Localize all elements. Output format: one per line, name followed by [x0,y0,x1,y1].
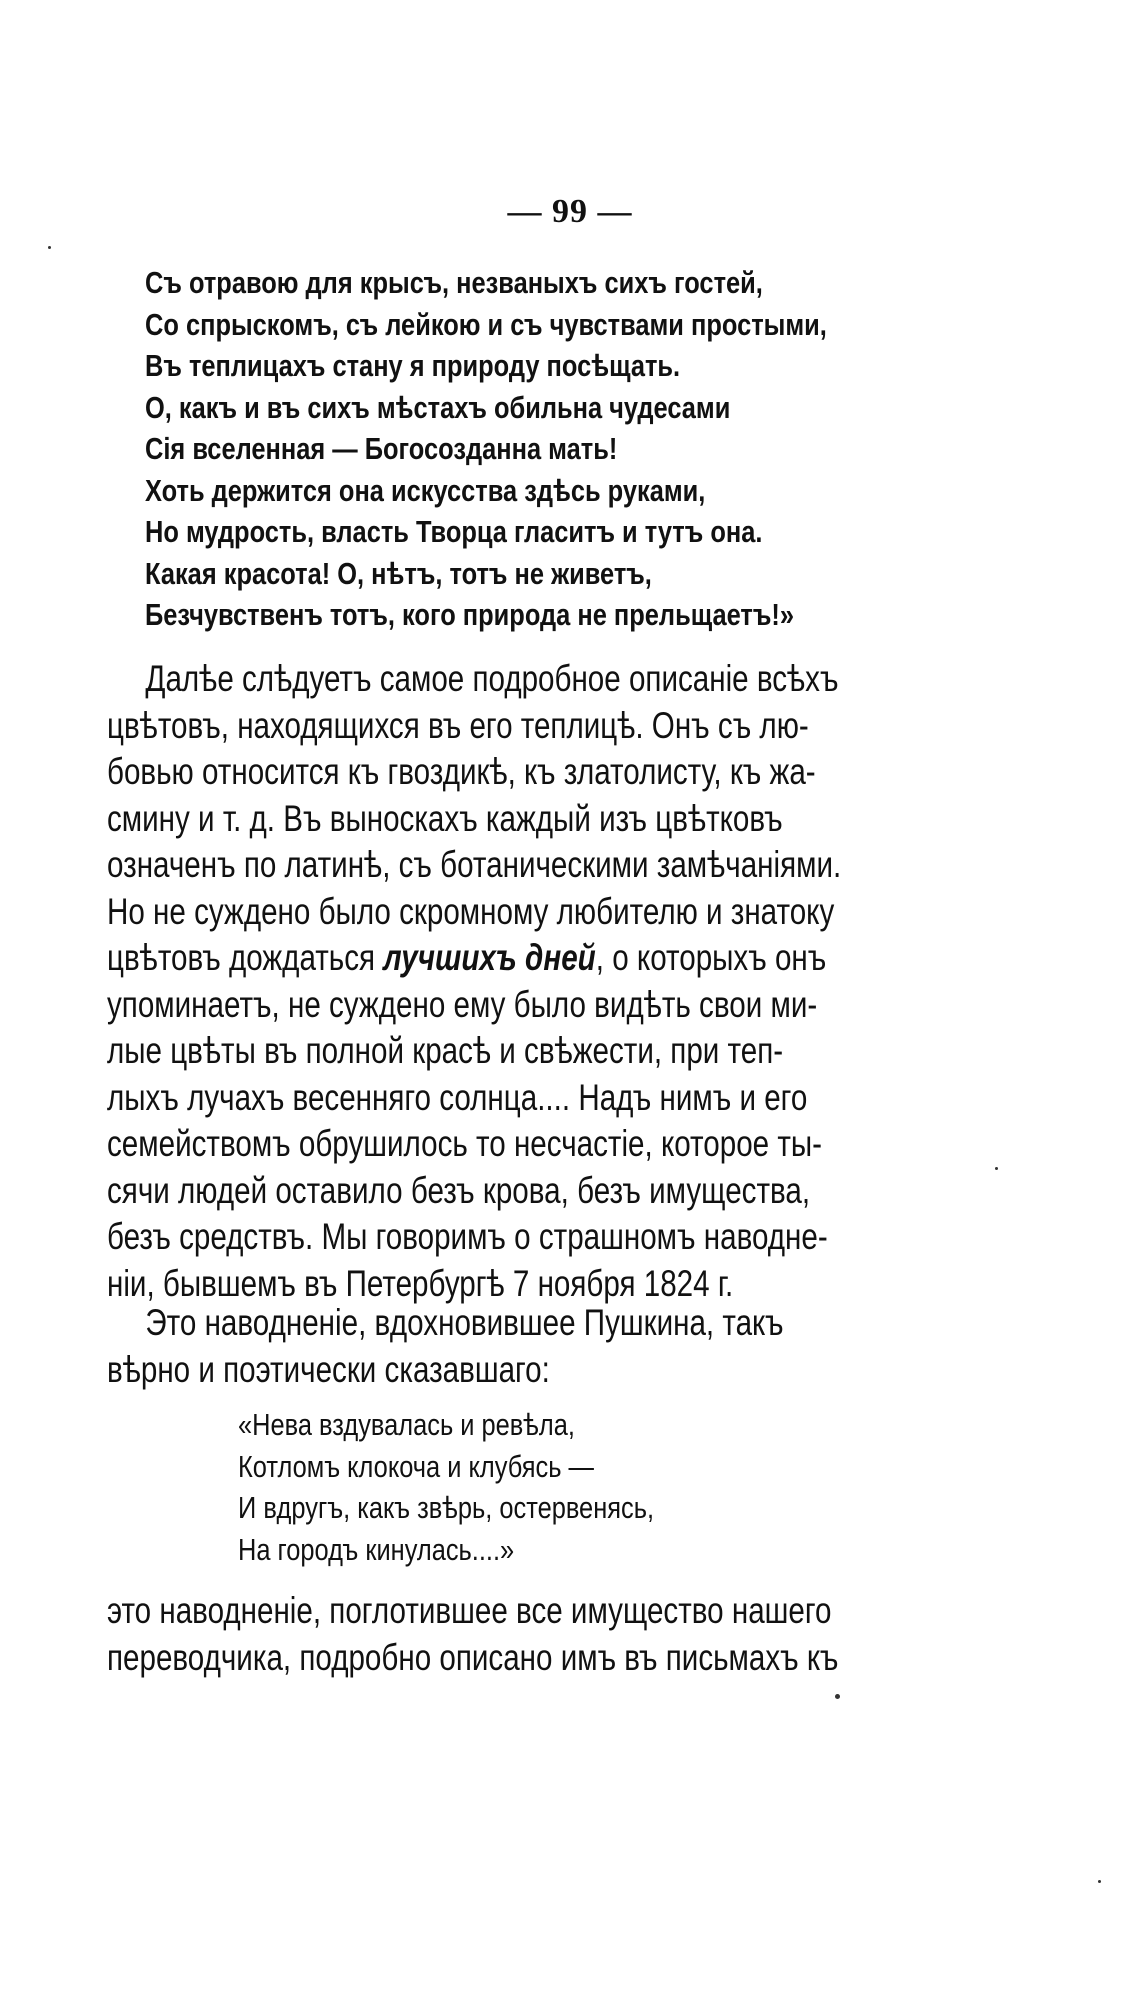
paragraph-pushkin-intro [107,1300,784,1393]
verse-line: Но мудрость, власть Творца гласитъ и тутъ она. [145,514,763,549]
paragraph-line: цвѣтовъ, находящихся въ его теплицѣ. Онъ съ лю- [107,704,809,746]
paragraph-line: это наводненіе, поглотившее все имущество нашего [107,1590,832,1631]
paragraph-line: семействомъ обрушилось то несчастіе, которое ты- [107,1123,823,1164]
scan-speck [1098,1880,1101,1883]
verse-line: На городъ кинулась....» [238,1531,515,1567]
paragraph-line: переводчика, подробно описано имъ въ письмахъ къ [107,1636,839,1678]
verse-line: «Нева вздувалась и ревѣла, [238,1407,575,1442]
verse-line: Котломъ клокоча и клубясь — [238,1448,594,1484]
paragraph-line: вѣрно и поэтически сказавшаго: [107,1348,550,1390]
verse-line: Хоть держится она искусства здѣсь руками, [145,472,706,508]
paragraph-text: цвѣтовъ дождаться [107,937,384,978]
paragraph-line: безъ средствъ. Мы говоримъ о страшномъ наводне- [107,1216,828,1257]
paragraph-line: означенъ по латинѣ, съ ботаническими замѣчаніями. [107,844,842,885]
paragraph-line: ніи, бывшемъ въ Петербургѣ 7 ноября 1824 г. [107,1262,734,1304]
verse-block-pushkin-quote [238,1404,654,1570]
paragraph-text: , о которыхъ онъ [595,937,827,978]
verse-line: Сія вселенная — Богосозданна мать! [145,431,618,466]
verse-line: Безчувственъ тотъ, кого природа не прельщаетъ!» [145,597,795,632]
paragraph-flower-description [107,656,841,1307]
scan-speck [995,1167,998,1170]
verse-line: Въ теплицахъ стану я природу посѣщать. [145,348,681,383]
paragraph-line: сячи людей оставило безъ крова, безъ имущества, [107,1169,811,1211]
paragraph-line: смину и т. д. Въ выноскахъ каждый изъ цвѣтковъ [107,797,783,839]
emphasis-text: лучшихъ дней [383,937,596,978]
paragraph-line: Далѣе слѣдуетъ самое подробное описаніе всѣхъ [145,658,839,699]
scan-speck [835,1694,840,1699]
paragraph-line: лыхъ лучахъ весенняго солнца.... Надъ нимъ и его [107,1076,808,1118]
paragraph-line: Но не суждено было скромному любителю и знатоку [107,890,835,932]
verse-line: Какая красота! О, нѣтъ, тотъ не живетъ, [145,555,652,591]
paragraph-line: бовью относится къ гвоздикѣ, къ златолисту, къ жа- [107,751,816,792]
paragraph-line: Это наводненіе, вдохновившее Пушкина, такъ [145,1302,784,1343]
verse-line: Со спрыскомъ, съ лейкою и съ чувствами простыми, [145,306,827,342]
verse-line: О, какъ и въ сихъ мѣстахъ обильна чудесами [145,389,731,425]
verse-line: И вдругъ, какъ звѣрь, остервенясь, [238,1490,655,1525]
paragraph-line [107,935,841,982]
page-number: — 99 — [507,193,633,230]
verse-block-greenhouse [145,262,827,636]
paragraph-flood-continuation [107,1588,838,1681]
paragraph-line: лые цвѣты въ полной красѣ и свѣжести, при теп- [107,1030,784,1071]
scan-speck [48,246,51,249]
verse-line: Съ отравою для крысъ, незваныхъ сихъ гостей, [145,265,763,300]
paragraph-line: упоминаетъ, не суждено ему было видѣть свои ми- [107,983,818,1025]
